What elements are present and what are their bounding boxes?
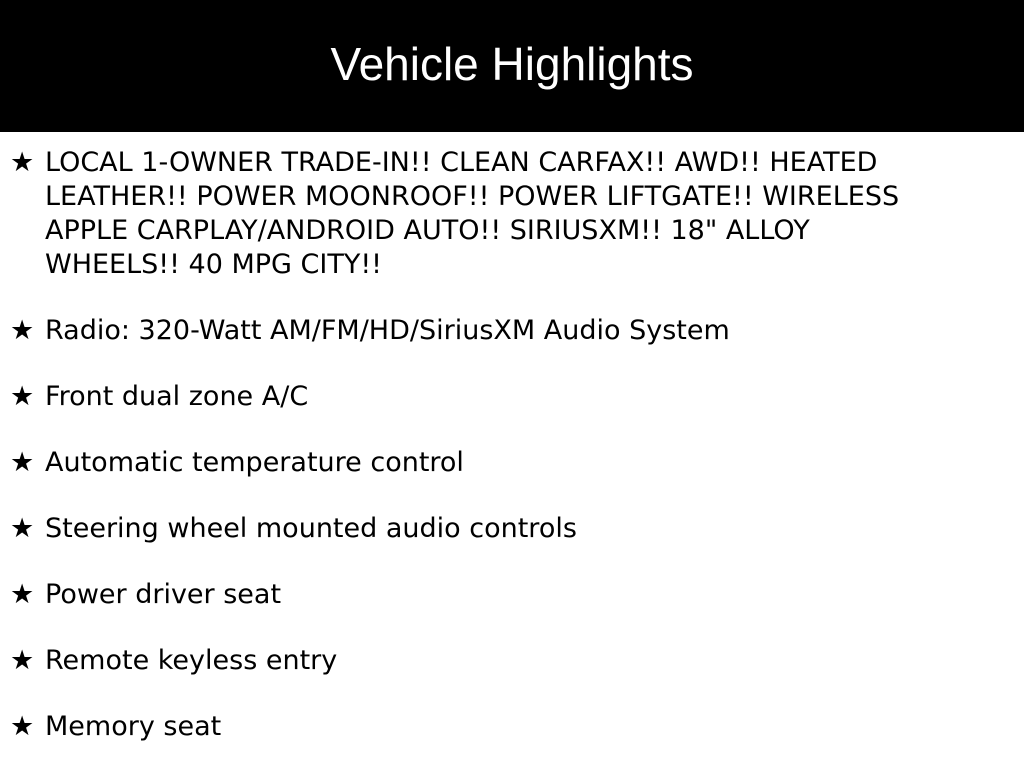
bullet-text: LOCAL 1-OWNER TRADE-IN!! CLEAN CARFAX!! AWD!! HEATED LEATHER!! POWER MOONROOF!! POWER LIFTGATE!! WIRELESS APPLE CARPLAY/ANDROID AUTO!! SIRIUSXM!! 18" ALLOY WHEELS!! 40 MPG CITY!! bbox=[45, 147, 900, 280]
bullet-text: Front dual zone A/C bbox=[45, 381, 309, 412]
list-item bbox=[0, 314, 935, 348]
slide-title: Vehicle Highlights bbox=[330, 38, 694, 90]
bullet-text: Power driver seat bbox=[45, 579, 282, 610]
slide-header bbox=[0, 0, 1024, 132]
list-item bbox=[0, 512, 935, 546]
list-item bbox=[0, 446, 935, 480]
star-bullet-icon: ★ bbox=[10, 315, 35, 346]
bullet-text: Radio: 320-Watt AM/FM/HD/SiriusXM Audio System bbox=[45, 315, 730, 346]
bullet-text: Automatic temperature control bbox=[45, 447, 464, 478]
star-bullet-icon: ★ bbox=[10, 711, 35, 742]
bullet-text: Memory seat bbox=[45, 711, 222, 742]
star-bullet-icon: ★ bbox=[10, 381, 35, 412]
star-bullet-icon: ★ bbox=[10, 147, 35, 178]
list-item bbox=[0, 146, 935, 282]
list-item bbox=[0, 644, 935, 678]
star-bullet-icon: ★ bbox=[10, 447, 35, 478]
list-item bbox=[0, 578, 935, 612]
bullet-text: Steering wheel mounted audio controls bbox=[45, 513, 577, 544]
bullet-text: Remote keyless entry bbox=[45, 645, 338, 676]
star-bullet-icon: ★ bbox=[10, 645, 35, 676]
star-bullet-icon: ★ bbox=[10, 579, 35, 610]
star-bullet-icon: ★ bbox=[10, 513, 35, 544]
list-item bbox=[0, 710, 935, 744]
highlights-list bbox=[0, 146, 1024, 744]
list-item bbox=[0, 380, 935, 414]
